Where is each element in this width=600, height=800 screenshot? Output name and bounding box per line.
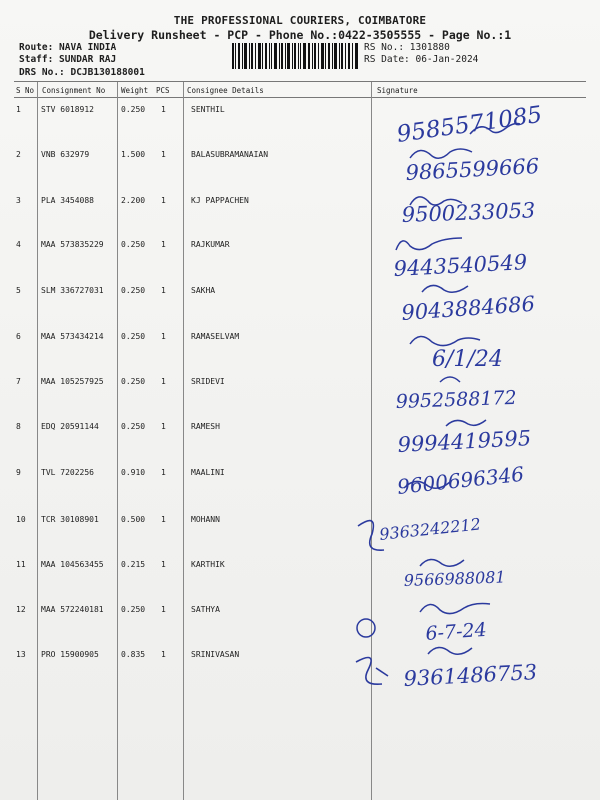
row-consignment: SLM 336727031	[41, 286, 104, 295]
col-divider	[183, 82, 184, 800]
row-weight: 0.250	[121, 422, 146, 431]
row-consignment: MAA 573434214	[41, 332, 104, 341]
row-consignee: RAMASELVAM	[191, 332, 240, 341]
signature-note: 6/1/24	[432, 347, 503, 372]
row-pcs: 1	[161, 422, 166, 431]
row-consignee: BALASUBRAMANAIAN	[191, 150, 269, 159]
row-consignee: SATHYA	[191, 605, 220, 614]
row-consignment: TVL 7202256	[41, 468, 94, 477]
row-consignment: TCR 30108901	[41, 515, 99, 524]
table-top-rule	[14, 81, 586, 82]
row-sno: 3	[16, 196, 21, 205]
signature-note: 9363242212	[378, 514, 482, 544]
row-consignment: MAA 104563455	[41, 560, 104, 569]
signature-note: 9994419595	[397, 426, 532, 457]
row-sno: 5	[16, 286, 21, 295]
rs-number: RS No.: 1301880	[364, 42, 450, 53]
col-divider	[117, 82, 118, 800]
route-label: Route: NAVA INDIA	[19, 42, 117, 53]
row-consignment: MAA 572240181	[41, 605, 104, 614]
row-pcs: 1	[161, 560, 166, 569]
row-sno: 12	[16, 605, 26, 614]
col-divider	[371, 82, 372, 800]
row-weight: 0.250	[121, 286, 146, 295]
row-consignee: MOHANN	[191, 515, 220, 524]
row-consignment: PLA 3454088	[41, 196, 94, 205]
signature-note: 9600696346	[396, 461, 526, 499]
row-consignment: EDQ 20591144	[41, 422, 99, 431]
row-consignment: MAA 105257925	[41, 377, 104, 386]
row-sno: 8	[16, 422, 21, 431]
signature-note: 9500233053	[401, 198, 536, 227]
row-weight: 2.200	[121, 196, 146, 205]
row-consignment: STV 6018912	[41, 105, 94, 114]
row-pcs: 1	[161, 286, 166, 295]
row-sno: 1	[16, 105, 21, 114]
signature-note: 9865599666	[405, 154, 540, 185]
row-consignee: KJ PAPPACHEN	[191, 196, 249, 205]
row-sno: 11	[16, 560, 26, 569]
row-sno: 7	[16, 377, 21, 386]
row-consignment: MAA 573835229	[41, 240, 104, 249]
runsheet-subtitle: Delivery Runsheet - PCP - Phone No.:0422-3505555 - Page No.:1	[88, 28, 512, 42]
signature-note: 9361486753	[403, 660, 538, 691]
row-pcs: 1	[161, 515, 166, 524]
row-weight: 0.250	[121, 377, 146, 386]
header-sno: S No	[16, 86, 35, 95]
row-pcs: 1	[161, 377, 166, 386]
signature-note: 9952588172	[395, 386, 517, 413]
row-consignment: VNB 632979	[41, 150, 90, 159]
row-pcs: 1	[161, 240, 166, 249]
row-weight: 0.500	[121, 515, 146, 524]
col-divider	[37, 82, 38, 800]
header-consignment: Consignment No	[42, 86, 106, 95]
signature-note: 9443540549	[393, 250, 528, 281]
company-title: THE PROFESSIONAL COURIERS, COIMBATORE	[173, 14, 427, 27]
row-sno: 2	[16, 150, 21, 159]
rs-date: RS Date: 06-Jan-2024	[364, 54, 479, 65]
row-sno: 13	[16, 650, 26, 659]
staff-label: Staff: SUNDAR RAJ	[19, 54, 117, 65]
row-weight: 0.250	[121, 105, 146, 114]
row-weight: 1.500	[121, 150, 146, 159]
row-consignee: SENTHIL	[191, 105, 225, 114]
row-consignee: RAJKUMAR	[191, 240, 230, 249]
row-pcs: 1	[161, 196, 166, 205]
signature-note: 9585571085	[395, 101, 544, 148]
drs-label: DRS No.: DCJB130188001	[19, 67, 145, 78]
row-weight: 0.250	[121, 332, 146, 341]
row-sno: 4	[16, 240, 21, 249]
barcode-image	[232, 43, 358, 69]
row-sno: 6	[16, 332, 21, 341]
row-weight: 0.835	[121, 650, 146, 659]
row-consignee: RAMESH	[191, 422, 220, 431]
row-pcs: 1	[161, 105, 166, 114]
row-weight: 0.250	[121, 605, 146, 614]
row-pcs: 1	[161, 468, 166, 477]
row-consignee: KARTHIK	[191, 560, 225, 569]
row-consignee: SAKHA	[191, 286, 216, 295]
row-weight: 0.910	[121, 468, 146, 477]
header-pcs: PCS	[156, 86, 170, 95]
row-pcs: 1	[161, 150, 166, 159]
row-pcs: 1	[161, 605, 166, 614]
header-weight: Weight	[121, 86, 149, 95]
row-weight: 0.215	[121, 560, 146, 569]
row-consignee: SRIDEVI	[191, 377, 225, 386]
row-weight: 0.250	[121, 240, 146, 249]
row-consignee: MAALINI	[191, 468, 225, 477]
row-sno: 9	[16, 468, 21, 477]
header-consignee: Consignee Details	[187, 86, 264, 95]
table-header-rule	[14, 97, 586, 98]
row-pcs: 1	[161, 650, 166, 659]
row-consignee: SRINIVASAN	[191, 650, 240, 659]
row-consignment: PRO 15900905	[41, 650, 99, 659]
signature-note: 6-7-24	[424, 618, 488, 645]
row-pcs: 1	[161, 332, 166, 341]
signature-note: 9566988081	[403, 567, 506, 590]
signature-note: 9043884686	[400, 291, 536, 325]
header-signature: Signature	[377, 86, 418, 95]
row-sno: 10	[16, 515, 26, 524]
